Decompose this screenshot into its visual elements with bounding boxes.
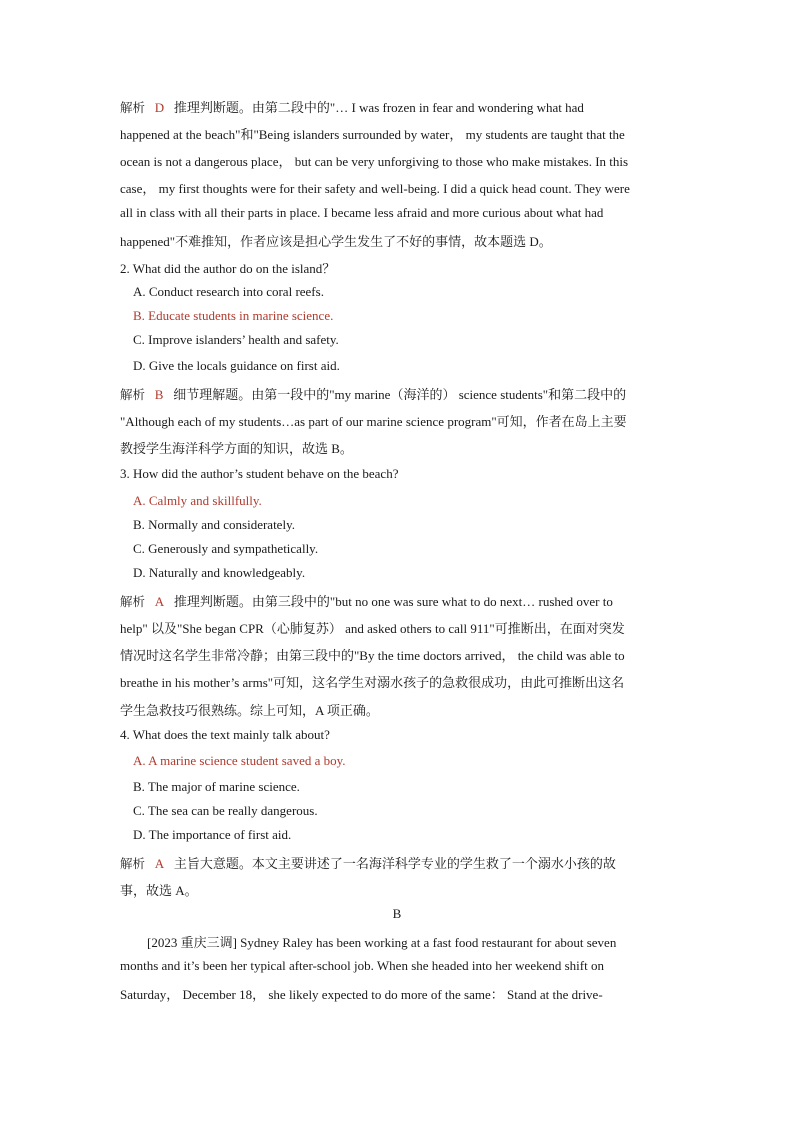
analysis-label: 解析 — [120, 594, 146, 609]
q4-option-c: C. The sea can be really dangerous. — [133, 803, 318, 818]
passage-line-2: Saturday， December 18， she likely expected to do more of the same： Stand at the drive- — [120, 987, 603, 1002]
analysis-text: 细节理解题。由第一段中的"my marine（海洋的） science students"和第二段中的 — [173, 387, 627, 402]
analysis-q2-line-2: 教授学生海洋科学方面的知识，故选 B。 — [120, 441, 353, 456]
analysis-answer: D — [154, 100, 165, 115]
analysis-answer: A — [154, 856, 165, 871]
q3-option-c: C. Generously and sympathetically. — [133, 541, 319, 556]
q3-option-a: A. Calmly and skillfully. — [133, 493, 262, 508]
section-heading: B — [392, 906, 402, 921]
q2-option-d: D. Give the locals guidance on first aid. — [133, 358, 340, 373]
analysis-text: 推理判断题。由第二段中的"… I was frozen in fear and wondering what had — [173, 100, 584, 115]
analysis-label: 解析 — [120, 387, 146, 402]
analysis-q1-line-2: ocean is not a dangerous place， but can be very unforgiving to those who make mistakes. In this — [120, 154, 629, 169]
analysis-label: 解析 — [120, 856, 146, 871]
analysis-q2-line-0 — [120, 384, 626, 403]
analysis-q4-line-1: 事，故选 A。 — [120, 883, 198, 898]
analysis-q3-line-2: 情况时这名学生非常冷静；由第三段中的"By the time doctors arrived， the child was able to — [120, 648, 625, 663]
analysis-q1-line-1: happened at the beach"和"Being islanders surrounded by water， my students are taught that the — [120, 127, 625, 142]
analysis-q3-line-3: breathe in his mother’s arms"可知，这名学生对溺水孩子的急救很成功，由此可推断出这名 — [120, 675, 625, 690]
q3-option-d: D. Naturally and knowledgeably. — [133, 565, 306, 580]
analysis-q1-line-4: all in class with all their parts in place. I became less afraid and more curious about what had — [120, 205, 604, 220]
analysis-q1-line-3: case， my first thoughts were for their safety and well-being. I did a quick head count. They were — [120, 181, 630, 196]
analysis-q3-line-0 — [120, 591, 613, 610]
analysis-answer: B — [154, 387, 164, 402]
passage-line-1: months and it’s been her typical after-school job. When she headed into her weekend shift on — [120, 958, 604, 973]
analysis-q1-line-5: happened"不难推知，作者应该是担心学生发生了不好的事情，故本题选 D。 — [120, 234, 552, 249]
analysis-q1-line-0 — [120, 97, 584, 116]
analysis-label: 解析 — [120, 100, 146, 115]
question-3: 3. How did the author’s student behave on the beach? — [120, 466, 399, 481]
q2-option-a: A. Conduct research into coral reefs. — [133, 284, 324, 299]
q2-option-c: C. Improve islanders’ health and safety. — [133, 332, 339, 347]
analysis-answer: A — [154, 594, 165, 609]
q2-option-b: B. Educate students in marine science. — [133, 308, 334, 323]
analysis-q3-line-4: 学生急救技巧很熟练。综上可知，A 项正确。 — [120, 703, 379, 718]
analysis-q2-line-1: "Although each of my students…as part of our marine science program"可知，作者在岛上主要 — [120, 414, 627, 429]
passage-line-0: [2023 重庆三调] Sydney Raley has been working at a fast food restaurant for about seven — [147, 935, 617, 950]
q4-option-d: D. The importance of first aid. — [133, 827, 292, 842]
question-4: 4. What does the text mainly talk about? — [120, 727, 330, 742]
analysis-q4-line-0 — [120, 853, 616, 872]
q4-option-b: B. The major of marine science. — [133, 779, 300, 794]
q3-option-b: B. Normally and considerately. — [133, 517, 295, 532]
analysis-text: 主旨大意题。本文主要讲述了一名海洋科学专业的学生救了一个溺水小孩的故 — [173, 856, 616, 871]
question-2: 2. What did the author do on the island？ — [120, 261, 336, 276]
analysis-q3-line-1: help" 以及"She began CPR（心肺复苏） and asked others to call 911"可推断出，在面对突发 — [120, 621, 625, 636]
analysis-text: 推理判断题。由第三段中的"but no one was sure what to do next… rushed over to — [173, 594, 613, 609]
q4-option-a: A. A marine science student saved a boy. — [133, 753, 346, 768]
